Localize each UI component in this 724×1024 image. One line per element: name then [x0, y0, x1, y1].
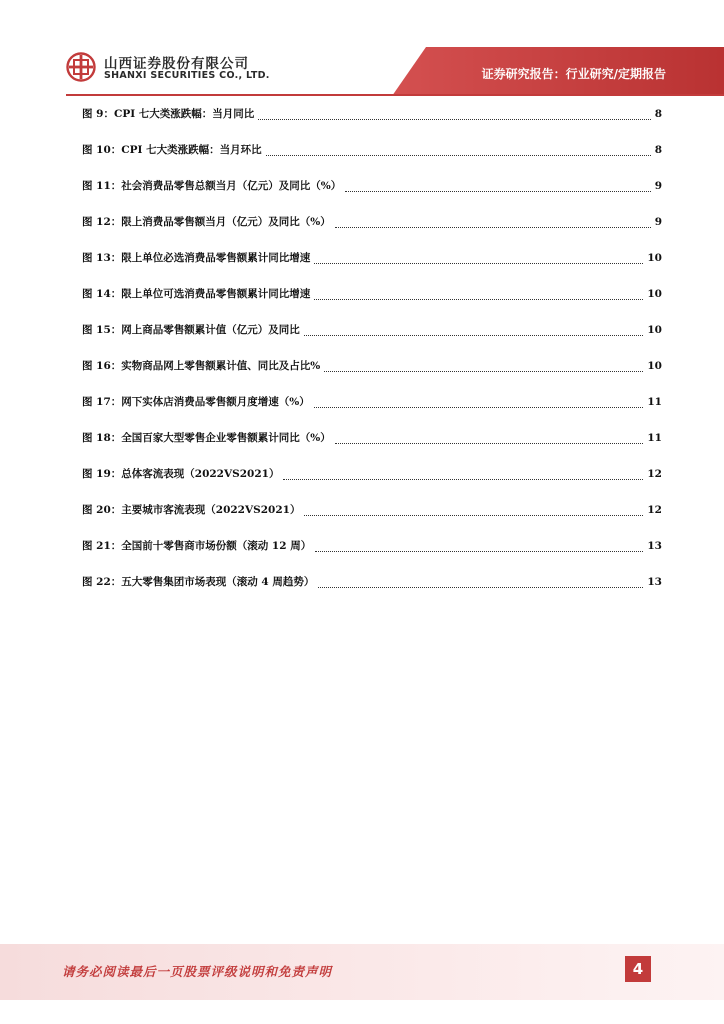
toc-entry-page: 8 — [654, 108, 662, 120]
toc-entry-label: 图 11：社会消费品零售总额当月（亿元）及同比（%） — [82, 180, 342, 192]
toc-entry-label: 图 14：限上单位可选消费品零售额累计同比增速 — [82, 288, 311, 300]
toc-entry-page: 12 — [647, 504, 662, 516]
toc-entry-label: 图 20：主要城市客流表现（2022VS2021） — [82, 504, 301, 516]
toc-entry[interactable] — [82, 248, 662, 284]
toc-entry-label: 图 19：总体客流表现（2022VS2021） — [82, 468, 280, 480]
disclaimer-notice: 请务必阅读最后一页股票评级说明和免责声明 — [62, 964, 333, 979]
toc-entry-label: 图 9：CPI 七大类涨跌幅：当月同比 — [82, 108, 255, 120]
toc-entry[interactable] — [82, 464, 662, 500]
toc-entry-page: 10 — [647, 288, 662, 300]
page-number: 4 — [625, 956, 651, 982]
toc-entry-label: 图 18：全国百家大型零售企业零售额累计同比（%） — [82, 432, 331, 444]
toc-entry[interactable] — [82, 572, 662, 608]
toc-entry-label: 图 13：限上单位必选消费品零售额累计同比增速 — [82, 252, 311, 264]
toc-entry-page: 13 — [647, 540, 662, 552]
toc-leader-dots — [345, 180, 650, 192]
toc-entry-page: 8 — [654, 144, 662, 156]
toc-leader-dots — [314, 252, 643, 264]
toc-entry-page: 11 — [647, 396, 662, 408]
toc-entry[interactable] — [82, 284, 662, 320]
toc-entry[interactable] — [82, 140, 662, 176]
toc-entry-label: 图 22：五大零售集团市场表现（滚动 4 周趋势） — [82, 576, 315, 588]
toc-entry[interactable] — [82, 536, 662, 572]
company-name-cn: 山西证券股份有限公司 — [104, 56, 249, 72]
company-name-en: SHANXI SECURITIES CO., LTD. — [104, 70, 270, 81]
toc-entry-page: 11 — [647, 432, 662, 444]
toc-entry-label: 图 12：限上消费品零售额当月（亿元）及同比（%） — [82, 216, 331, 228]
toc-leader-dots — [335, 432, 644, 444]
toc-entry-label: 图 15：网上商品零售额累计值（亿元）及同比 — [82, 324, 300, 336]
toc-leader-dots — [324, 360, 643, 372]
toc-entry-label: 图 21：全国前十零售商市场份额（滚动 12 周） — [82, 540, 312, 552]
toc-entry-label: 图 17：网下实体店消费品零售额月度增速（%） — [82, 396, 310, 408]
toc-entry[interactable] — [82, 104, 662, 140]
toc-entry-label: 图 10：CPI 七大类涨跌幅：当月环比 — [82, 144, 262, 156]
report-type-label: 证券研究报告：行业研究/定期报告 — [481, 67, 666, 81]
toc-entry[interactable] — [82, 212, 662, 248]
page-footer — [0, 944, 724, 1000]
toc-leader-dots — [315, 540, 643, 552]
toc-entry-page: 10 — [647, 252, 662, 264]
toc-leader-dots — [304, 504, 643, 516]
toc-leader-dots — [335, 216, 651, 228]
toc-entry[interactable] — [82, 392, 662, 428]
page-header — [0, 0, 724, 96]
toc-leader-dots — [258, 108, 650, 120]
toc-entry[interactable] — [82, 320, 662, 356]
toc-entry[interactable] — [82, 176, 662, 212]
toc-leader-dots — [318, 576, 643, 588]
toc-entry-page: 9 — [654, 216, 662, 228]
toc-leader-dots — [304, 324, 644, 336]
toc-leader-dots — [314, 288, 643, 300]
toc-entry[interactable] — [82, 428, 662, 464]
toc-leader-dots — [314, 396, 644, 408]
toc-entry-label: 图 16：实物商品网上零售额累计值、同比及占比% — [82, 360, 321, 372]
toc-entry-page: 10 — [647, 324, 662, 336]
toc-entry-page: 12 — [647, 468, 662, 480]
toc-leader-dots — [283, 468, 643, 480]
toc-leader-dots — [266, 144, 651, 156]
toc-entry-page: 9 — [654, 180, 662, 192]
header-divider — [66, 94, 724, 96]
toc-entry-page: 10 — [647, 360, 662, 372]
shanxi-securities-logo-icon — [66, 52, 96, 82]
figure-table-of-contents — [82, 104, 662, 608]
toc-entry-page: 13 — [647, 576, 662, 588]
toc-entry[interactable] — [82, 500, 662, 536]
toc-entry[interactable] — [82, 356, 662, 392]
